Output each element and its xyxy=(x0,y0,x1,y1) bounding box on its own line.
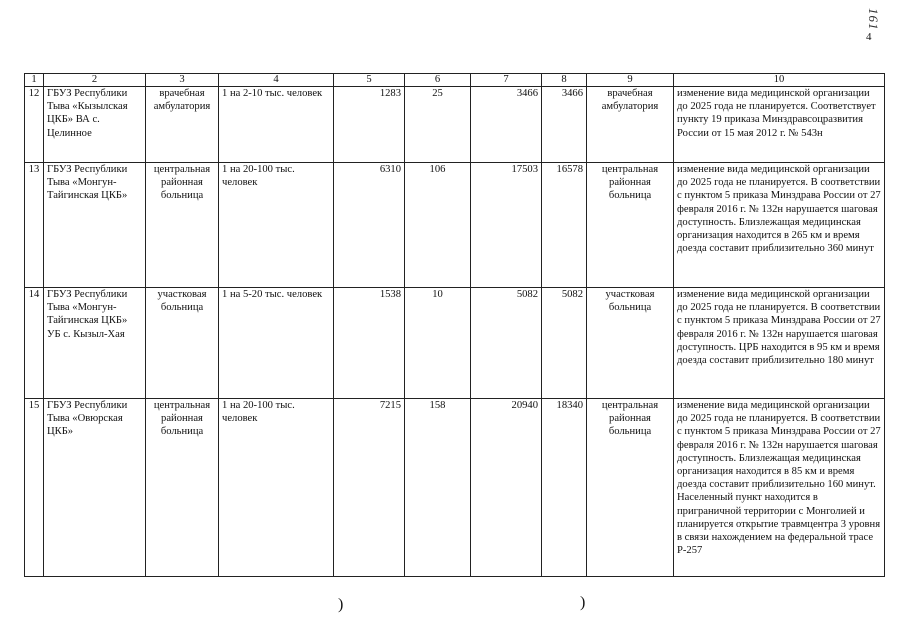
organization-type: врачебная амбулатория xyxy=(146,87,219,163)
organization-name: ГБУЗ Республики Тыва «Монгун-Тайгинская ЦКБ» УБ с. Кызыл-Хая xyxy=(44,288,146,399)
organization-type: центральная районная больница xyxy=(146,163,219,288)
value-col7: 3466 xyxy=(471,87,542,163)
value-col6: 158 xyxy=(405,399,471,577)
value-col6: 10 xyxy=(405,288,471,399)
row-number: 15 xyxy=(25,399,44,577)
scan-mark: ) xyxy=(580,594,586,611)
column-header: 8 xyxy=(542,74,587,87)
table-row xyxy=(25,163,885,288)
value-col8: 16578 xyxy=(542,163,587,288)
value-col5: 1283 xyxy=(334,87,405,163)
column-header: 3 xyxy=(146,74,219,87)
page-number: 4 xyxy=(866,31,872,43)
column-header: 9 xyxy=(587,74,674,87)
column-header: 2 xyxy=(44,74,146,87)
population-norm: 1 на 20-100 тыс. человек xyxy=(219,163,334,288)
note-text: изменение вида медицинской организации до 2025 года не планируется. В соответствии с пунктом 5 приказа Минздрава России от 27 февраля 2016 г. № 132н нарушается шаговая доступность. Близлежащая медицинская организация находится в 265 км и время доезда составит приблизительно 360 минут xyxy=(674,163,885,288)
target-organization-type: центральная районная больница xyxy=(587,163,674,288)
column-header: 4 xyxy=(219,74,334,87)
value-col6: 25 xyxy=(405,87,471,163)
row-number: 12 xyxy=(25,87,44,163)
population-norm: 1 на 5-20 тыс. человек xyxy=(219,288,334,399)
column-header: 7 xyxy=(471,74,542,87)
handwritten-page-mark: 161 xyxy=(866,8,881,31)
table-row xyxy=(25,87,885,163)
value-col8: 5082 xyxy=(542,288,587,399)
registry-table xyxy=(24,73,885,577)
value-col8: 18340 xyxy=(542,399,587,577)
value-col5: 6310 xyxy=(334,163,405,288)
column-header: 5 xyxy=(334,74,405,87)
organization-name: ГБУЗ Республики Тыва «Кызылская ЦКБ» ВА с. Целинное xyxy=(44,87,146,163)
organization-name: ГБУЗ Республики Тыва «Монгун-Тайгинская ЦКБ» xyxy=(44,163,146,288)
value-col7: 20940 xyxy=(471,399,542,577)
value-col7: 17503 xyxy=(471,163,542,288)
column-header: 1 xyxy=(25,74,44,87)
row-number: 14 xyxy=(25,288,44,399)
target-organization-type: врачебная амбулатория xyxy=(587,87,674,163)
table-row xyxy=(25,288,885,399)
table-header-row xyxy=(25,74,885,87)
organization-type: центральная районная больница xyxy=(146,399,219,577)
population-norm: 1 на 2-10 тыс. человек xyxy=(219,87,334,163)
organization-name: ГБУЗ Республики Тыва «Овюрская ЦКБ» xyxy=(44,399,146,577)
value-col5: 1538 xyxy=(334,288,405,399)
column-header: 10 xyxy=(674,74,885,87)
organization-type: участковая больница xyxy=(146,288,219,399)
value-col5: 7215 xyxy=(334,399,405,577)
value-col7: 5082 xyxy=(471,288,542,399)
target-organization-type: центральная районная больница xyxy=(587,399,674,577)
target-organization-type: участковая больница xyxy=(587,288,674,399)
row-number: 13 xyxy=(25,163,44,288)
value-col8: 3466 xyxy=(542,87,587,163)
note-text: изменение вида медицинской организации до 2025 года не планируется. В соответствии с пунктом 5 приказа Минздрава России от 27 февраля 2016 г. № 132н нарушается шаговая доступность. ЦРБ находится в 95 км и время доезда составит приблизительно 180 минут xyxy=(674,288,885,399)
note-text: изменение вида медицинской организации до 2025 года не планируется. Соответствует пункту 19 приказа Минздравсоцразвития России от 15 мая 2012 г. № 543н xyxy=(674,87,885,163)
table-row xyxy=(25,399,885,577)
scan-mark: ) xyxy=(338,596,344,613)
column-header: 6 xyxy=(405,74,471,87)
population-norm: 1 на 20-100 тыс. человек xyxy=(219,399,334,577)
note-text: изменение вида медицинской организации до 2025 года не планируется. В соответствии с пунктом 5 приказа Минздрава России от 27 февраля 2016 г. № 132н нарушается шаговая доступность. Близлежащая медицинская организация находится в 85 км и время доезда составит приблизительно 160 минут. Населенный пункт находится в приграничной территории с Монголией и планируется открытие травмцентра 3 уровня в связи нахождением на федеральной трасе Р-257 xyxy=(674,399,885,577)
value-col6: 106 xyxy=(405,163,471,288)
